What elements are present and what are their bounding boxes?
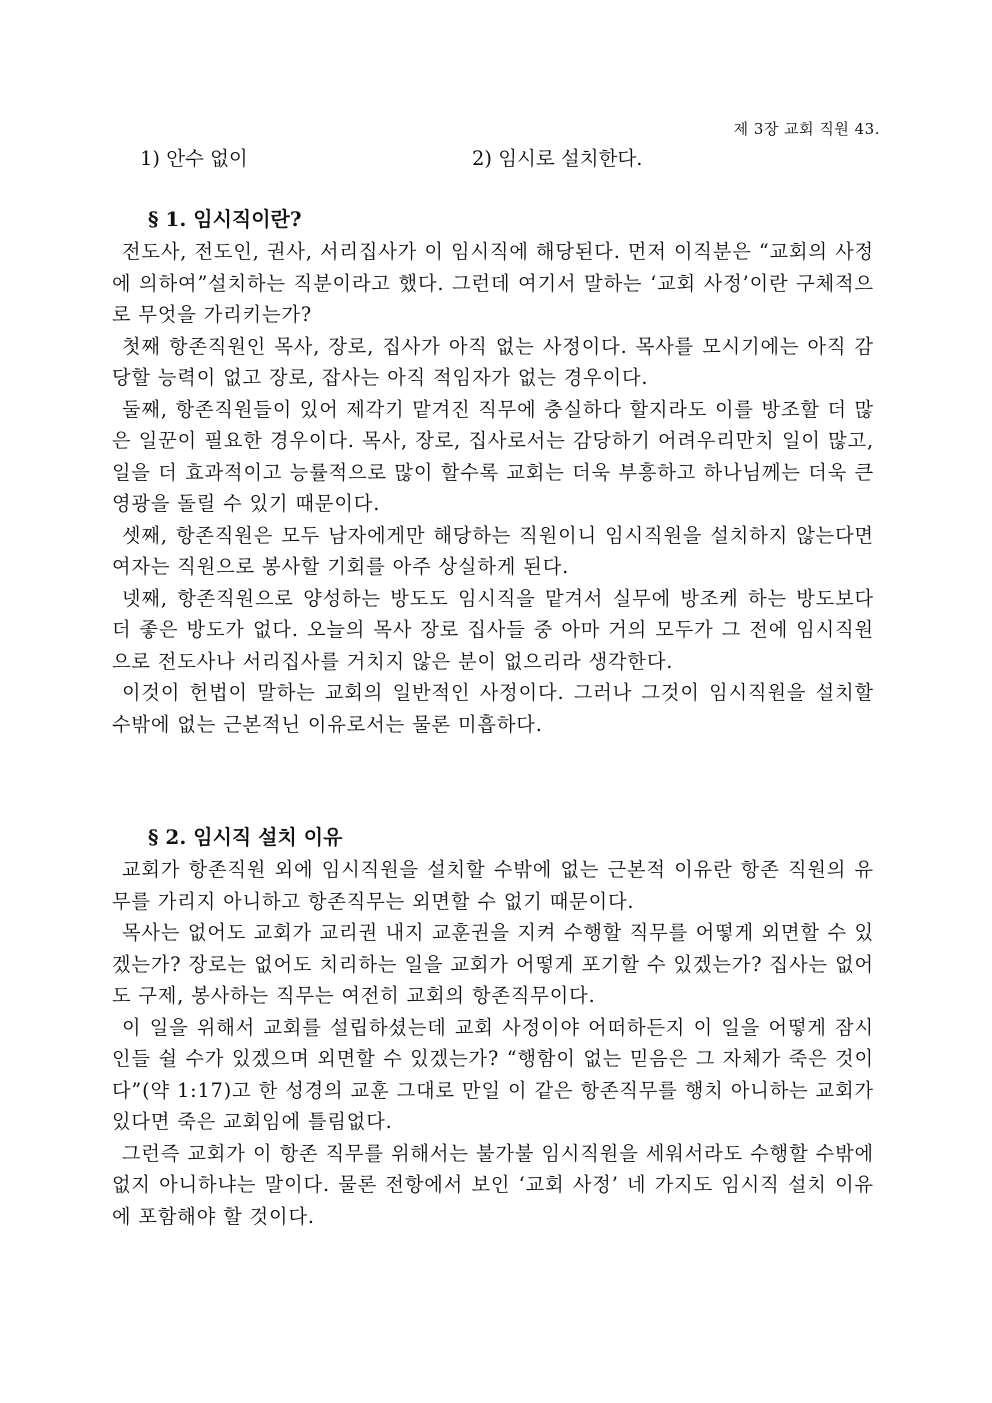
page-header: 제 3장 교회 직원 43. (733, 120, 880, 138)
paragraph: 셋째, 항존직원은 모두 남자에게만 해당하는 직원이니 임시직원을 설치하지 않는다면 여자는 직원으로 봉사할 기회를 아주 상실하게 된다. (112, 523, 874, 578)
option-2: 2) 임시로 설치한다. (472, 147, 643, 170)
section-1-title: § 1. 임시직이란? (148, 207, 302, 231)
section-1 (112, 202, 874, 740)
paragraph: 넷째, 항존직원으로 양성하는 방도도 임시직을 맡겨서 실무에 방조케 하는 방도보다 더 좋은 방도가 없다. 오늘의 목사 장로 집사들 중 아마 거의 모두가 그 전에 임시직원으로 전도사나 서리집사를 거치지 않은 분이 없으리라 생각한다. (112, 586, 874, 673)
paragraph: 이 일을 위해서 교회를 설립하셨는데 교회 사정이야 어떠하든지 이 일을 어떻게 잠시인들 쉴 수가 있겠으며 외면할 수 있겠는가? “행함이 없는 믿음은 그 자체가 죽은 것이다”(약 1:17)고 한 성경의 교훈 그대로 만일 이 같은 항존직무를 행치 아니하는 교회가 있다면 죽은 교회임에 틀림없다. (112, 1015, 874, 1133)
paragraph: 전도사, 전도인, 권사, 서리집사가 이 임시직에 해당된다. 먼저 이직분은 “교회의 사정에 의하여”설치하는 직분이라고 했다. 그런데 여기서 말하는 ‘교회 사정’이란 구체적으로 무엇을 가리키는가? (112, 240, 874, 326)
paragraph: 그런즉 교회가 이 항존 직무를 위해서는 불가불 임시직원을 세워서라도 수행할 수밖에 없지 아니하냐는 말이다. 물론 전항에서 보인 ‘교회 사정’ 네 가지도 임시직 설치 이유에 포함해야 할 것이다. (112, 1141, 874, 1228)
paragraph: 첫째 항존직원인 목사, 장로, 집사가 아직 없는 사정이다. 목사를 모시기에는 아직 감당할 능력이 없고 장로, 잡사는 아직 적임자가 없는 경우이다. (112, 334, 874, 389)
paragraph: 둘째, 항존직원들이 있어 제각기 맡겨진 직무에 충실하다 할지라도 이를 방조할 더 많은 일꾼이 필요한 경우이다. 목사, 장로, 집사로서는 감당하기 어려우리만치 일이 많고, 일을 더 효과적이고 능률적으로 많이 할수록 교회는 더욱 부흥하고 하나님께는 더욱 큰 영광을 돌릴 수 있기 때문이다. (112, 397, 874, 515)
paragraph: 이것이 헌법이 말하는 교회의 일반적인 사정이다. 그러나 그것이 임시직원을 설치할 수밖에 없는 근본적닌 이유로서는 물론 미흡하다. (112, 681, 874, 736)
section-2 (112, 820, 874, 1232)
paragraph: 교회가 항존직원 외에 임시직원을 설치할 수밖에 없는 근본적 이유란 항존 직원의 유무를 가리지 아니하고 항존직무는 외면할 수 없기 때문이다. (112, 858, 874, 913)
option-1: 1) 안수 없이 (140, 147, 248, 170)
options-line (140, 143, 840, 173)
section-2-title: § 2. 임시직 설치 이유 (148, 825, 343, 849)
paragraph: 목사는 없어도 교회가 교리권 내지 교훈권을 지켜 수행할 직무를 어떻게 외면할 수 있겠는가? 장로는 없어도 치리하는 일을 교회가 어떻게 포기할 수 있겠는가? 집사는 없어도 구제, 봉사하는 직무는 여전히 교회의 항존직무이다. (112, 921, 874, 1007)
